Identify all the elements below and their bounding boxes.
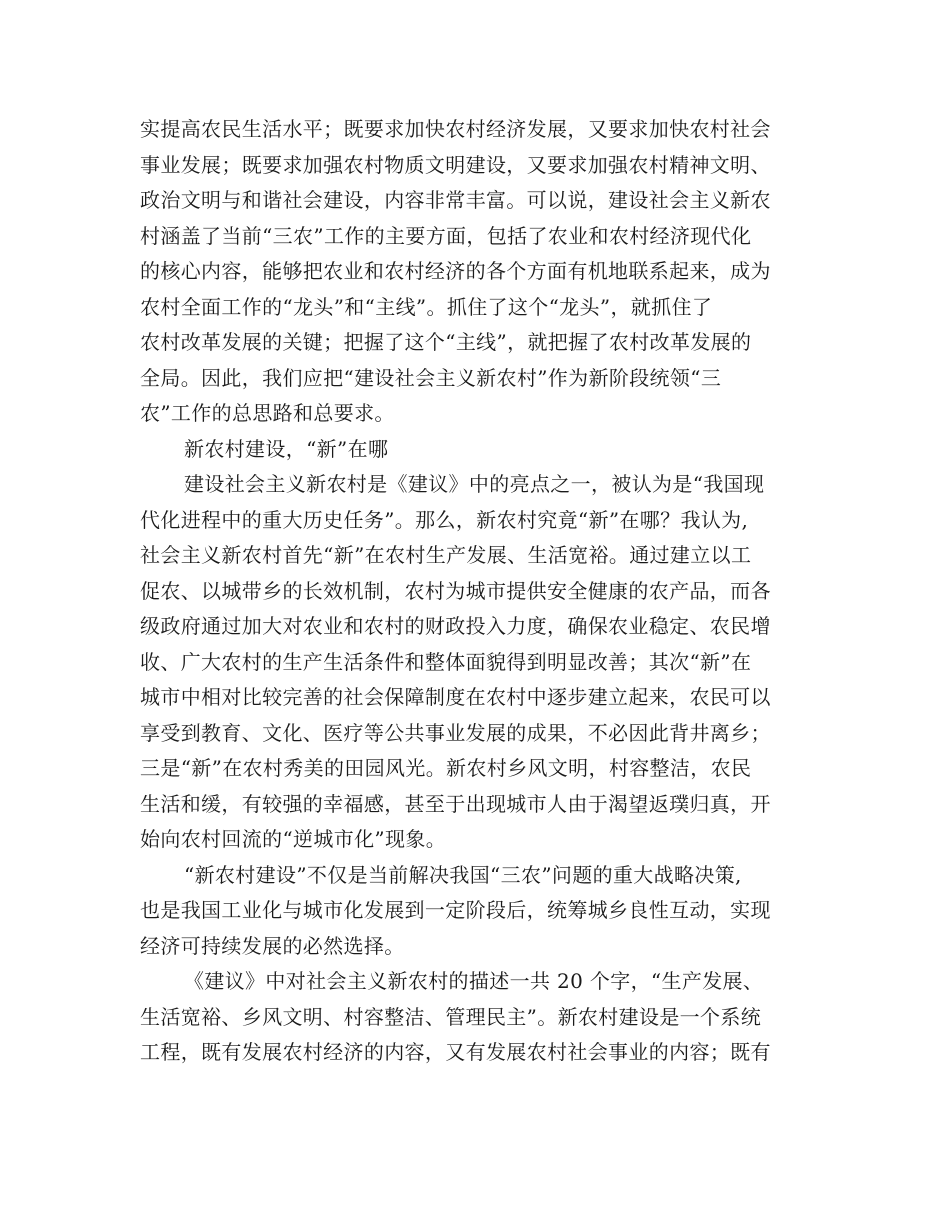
paragraph-start-line: “新农村建设”不仅是当前解决我国“三农”问题的重大战略决策, [184,862,742,887]
text-line: 的核心内容，能够把农业和农村经济的各个方面有机地联系起来，成为 [140,259,771,283]
section-heading: 新农村建设，“新”在哪 [184,436,389,461]
text-line: 事业发展；既要求加强农村物质文明建设，又要求加强农村精神文明、 [140,152,771,177]
text-line: 政治文明与和谐社会建设，内容非常丰富。可以说，建设社会主义新农 [140,188,771,212]
text-line: 经济可持续发展的必然选择。 [140,933,405,958]
text-line: 社会主义新农村首先“新”在农村生产发展、生活宽裕。通过建立以工 [140,543,752,567]
text-line: 三是“新”在农村秀美的田园风光。新农村乡风文明，村容整洁，农民 [140,756,752,780]
text-line: 级政府通过加大对农业和农村的财政投入力度，确保农业稳定、农民增 [140,614,771,638]
text-line: 农”工作的总思路和总要求。 [140,401,395,425]
text-line: 城市中相对比较完善的社会保障制度在农村中逐步建立起来，农民可以 [140,685,771,709]
text-line: 代化进程中的重大历史任务”。那么，新农村究竟“新”在哪？我认为, [140,507,749,532]
text-line: 享受到教育、文化、医疗等公共事业发展的成果，不必因此背井离乡； [140,720,771,745]
text-line: 全局。因此，我们应把“建设社会主义新农村”作为新阶段统领“三 [140,365,722,390]
text-line: 促农、以城带乡的长效机制，农村为城市提供安全健康的农产品，而各 [140,578,771,603]
document-body [140,112,820,1071]
text-line: 生活宽裕、乡风文明、村容整洁、管理民主”。新农村建设是一个系统 [140,1004,762,1029]
text-line: 收、广大农村的生产生活条件和整体面貌得到明显改善；其次“新”在 [140,649,752,674]
paragraph-start-line: 建设社会主义新农村是《建议》中的亮点之一，被认为是“我国现 [184,472,765,496]
text-line: 农村改革发展的关键；把握了这个“主线”，就把握了农村改革发展的 [140,330,752,354]
paragraph-start-line: 《建议》中对社会主义新农村的描述一共 20 个字，“生产发展、 [184,969,764,993]
text-line: 生活和缓，有较强的幸福感，甚至于出现城市人由于渴望返璞归真，开 [140,791,771,816]
text-line: 也是我国工业化与城市化发展到一定阶段后，统筹城乡良性互动，实现 [140,898,771,922]
text-line: 实提高农民生活水平；既要求加快农村经济发展，又要求加快农村社会 [140,117,771,141]
text-line: 始向农村回流的“逆城市化”现象。 [140,827,447,851]
text-line: 工程，既有发展农村经济的内容，又有发展农村社会事业的内容；既有 [140,1040,771,1064]
text-line: 农村全面工作的“龙头”和“主线”。抓住了这个“龙头”，就抓住了 [140,294,713,319]
text-line: 村涵盖了当前“三农”工作的主要方面，包括了农业和农村经济现代化 [140,223,752,248]
